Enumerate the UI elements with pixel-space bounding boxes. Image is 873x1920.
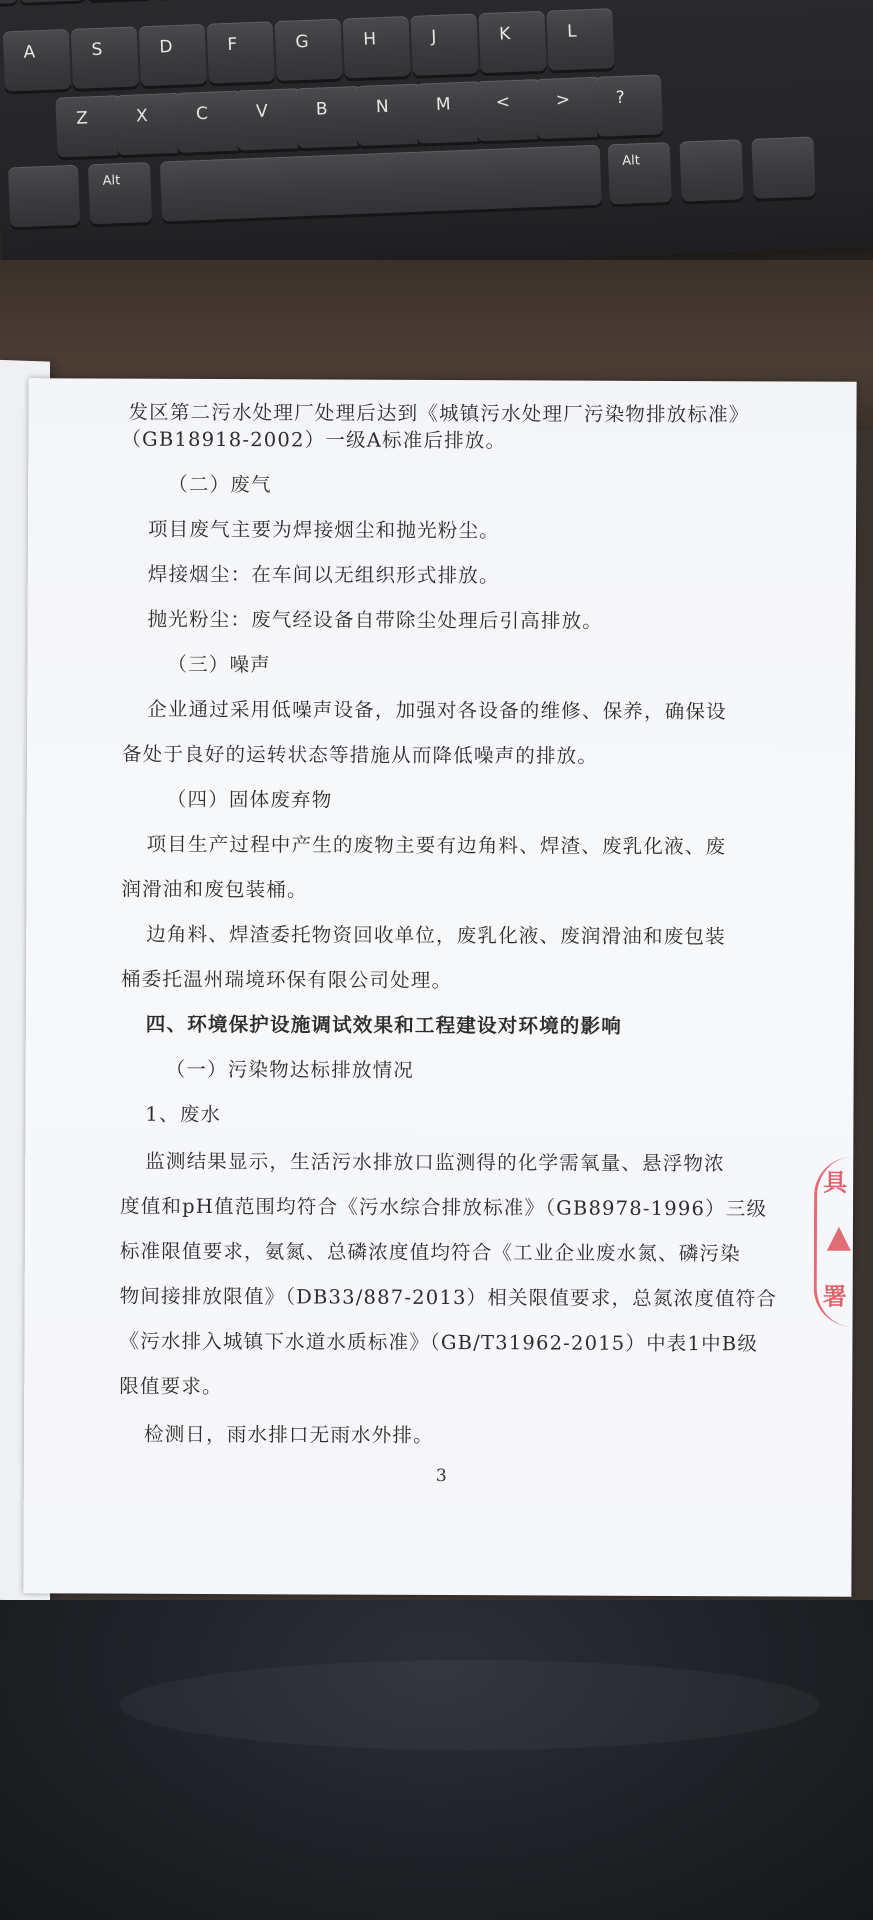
document-line: （GB18918-2002）一级A标准后排放。 [121,427,507,453]
cloth-fold [120,1660,820,1750]
keyboard-key-label: Alt [621,153,641,169]
document-line: 备处于良好的运转状态等措施从而降低噪声的排放。 [121,742,599,768]
keyboard-key-label: X [135,106,149,127]
seal-star-icon [827,1227,851,1251]
keyboard-key-label: Alt [102,173,121,189]
seal-char-bottom: 署 [822,1281,847,1311]
document-line: （一）污染物达标排放情况 [165,1057,415,1082]
document-line: 企业通过采用低噪声设备，加强对各设备的维修、保养，确保设 [147,697,727,724]
keyboard-key-label: B [315,99,329,120]
document-line: 监测结果显示，生活污水排放口监测得的化学需氧量、悬浮物浓 [145,1149,725,1176]
document-line: （四）固体废弃物 [166,787,333,812]
keyboard-key [343,16,411,78]
keyboard-key [475,79,543,141]
keyboard-key [17,0,85,3]
keyboard-key [679,139,743,201]
keyboard-key-label: D [159,37,173,58]
document-line: 检测日，雨水排口无雨水外排。 [143,1422,434,1447]
keyboard-key [751,137,815,199]
keyboard-key-label: L [566,21,578,42]
page-number: 3 [435,1465,447,1487]
spacebar-key [160,145,602,222]
document-line: 度值和pH值范围均符合《污水综合排放标准》（GB8978-1996）三级 [119,1194,768,1221]
keyboard-key-label: C [195,103,209,125]
section-heading: 四、环境保护设施调试效果和工程建设对环境的影响 [145,1012,622,1038]
document-line: （二）废气 [168,472,272,497]
document-line: 边角料、焊渣委托物资回收单位，废乳化液、废润滑油和废包装 [146,922,726,949]
document-line: 桶委托温州瑞境环保有限公司处理。 [120,967,453,993]
document-line: 项目废气主要为焊接烟尘和抛光粉尘。 [147,517,500,543]
keyboard-key [71,26,139,88]
keyboard-key-label: J [430,26,437,48]
keyboard-key-label: G [295,31,309,53]
keyboard-key [8,165,80,228]
keyboard-row-modifiers [8,153,641,227]
keyboard-key-label: > [555,89,571,111]
document-line: 标准限值要求，氨氮、总磷浓度值均符合《工业企业废水氮、磷污染 [119,1239,741,1266]
keyboard-key-label: F [227,34,238,55]
keyboard-key-label: S [91,39,103,61]
keyboard-key [275,19,343,81]
keyboard-key-label: K [498,24,511,45]
keyboard-key [207,21,275,83]
keyboard-key [410,13,478,75]
keyboard-key [415,81,483,143]
keyboard-key [139,24,207,86]
document-line: 项目生产过程中产生的废物主要有边角料、焊渣、废乳化液、废 [146,832,727,859]
keyboard [0,0,873,280]
document-line: 限值要求。 [119,1374,223,1399]
keyboard-key [535,77,603,139]
document-line: 抛光粉尘：废气经设备自带除尘处理后引高排放。 [147,607,604,633]
keyboard-key [355,84,423,146]
document-line: 物间接排放限值》（DB33/887-2013）相关限值要求，总氮浓度值符合 [119,1284,778,1311]
keyboard-key [595,74,663,136]
keyboard-key [546,8,614,70]
document-line: 润滑油和废包装桶。 [121,877,308,902]
alt-key [608,142,672,204]
keyboard-key [3,29,71,91]
keyboard-row-bottom-letters [13,87,626,159]
document-line: 发区第二污水处理厂处理后达到《城镇污水处理厂污染物排放标准》 [128,400,750,427]
document-line: 《污水排入城镇下水道水质标准》（GB/T31962-2015）中表1中B级 [119,1329,759,1356]
keyboard-key-label: V [255,101,269,122]
red-seal-fragment [814,1157,854,1327]
alt-key [88,162,152,224]
keyboard-key-label: Z [75,108,89,129]
keyboard-key [295,86,363,148]
document-page [23,378,856,1597]
keyboard-key-label: H [362,29,377,50]
keyboard-key [235,88,303,150]
document-line: 焊接烟尘：在车间以无组织形式排放。 [147,562,500,588]
document-line: （三）噪声 [167,652,271,677]
keyboard-key [478,11,546,73]
seal-char-top: 具 [823,1167,848,1197]
document-line: 1、废水 [145,1102,222,1127]
keyboard-key-label: ? [615,87,626,109]
keyboard-key-label: N [375,96,390,118]
keyboard-key-label: A [23,42,36,63]
keyboard-key-label: M [435,94,451,115]
keyboard-key [175,90,243,152]
keyboard-key [55,95,123,157]
keyboard-key [115,93,183,155]
keyboard-key-label: < [495,92,511,113]
keyboard-key [0,0,18,6]
dark-cloth [0,1600,873,1920]
